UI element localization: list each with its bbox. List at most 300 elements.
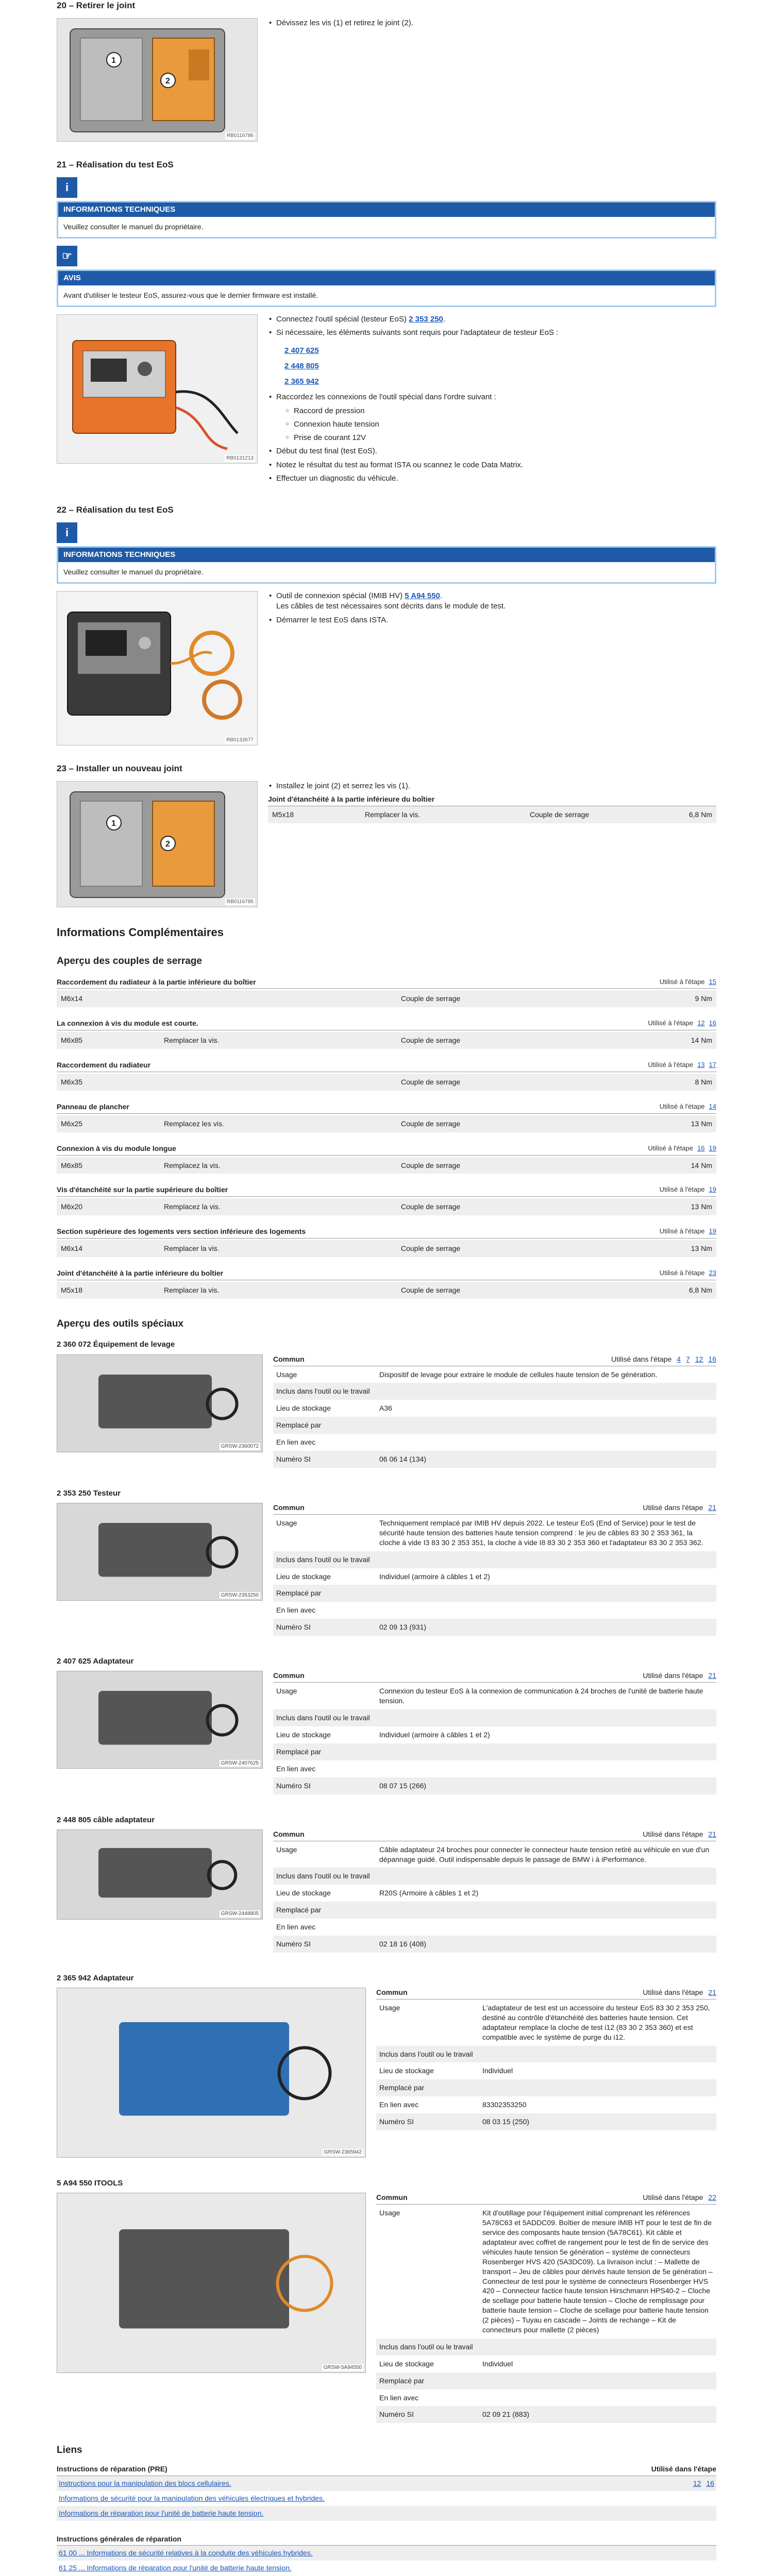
repair-link[interactable]: 61 25 ... Informations de réparation pour l'unité de batterie haute tension. [59, 2564, 292, 2572]
detail-value: Techniquement remplacé par IMIB HV depuis 2022. Le testeur EoS (End of Service) pour le test de sécurité haute tension des batteries haute tension comprend : le jeu de câbles 83 30 2 353 361, la cloche à vide I3 83 30 2 353 351, la cloche à vide I8 83 30 2 353 360 et l'adaptateur 83 30 2 353 362. [379, 1519, 703, 1547]
step-link[interactable]: 16 [706, 2479, 714, 2487]
table-row [273, 1434, 716, 1451]
torque-entry [57, 1185, 716, 1215]
detail-key: En lien avec [276, 1923, 316, 1931]
link-row [57, 2506, 716, 2521]
step-link[interactable]: 4 [677, 1354, 681, 1363]
detail-key: En lien avec [379, 2100, 419, 2109]
torque-overview [57, 977, 716, 1299]
figure-id: GRSW-2407625 [220, 1760, 260, 1767]
used-in-steps [688, 2479, 714, 2488]
torque-name: Panneau de plancher [57, 1102, 129, 1111]
detail-value: 02 09 21 (883) [482, 2410, 530, 2419]
tool-image [57, 1671, 263, 1769]
step-link[interactable]: 17 [709, 1061, 716, 1069]
step-22 [57, 504, 716, 745]
torque-label: Couple de serrage [397, 1198, 619, 1215]
special-tool [57, 1488, 716, 1636]
tool-image [57, 1503, 263, 1601]
tool-illustration [57, 1988, 366, 2158]
tool-details-header [273, 1671, 716, 1683]
screw-action: Remplacer la vis. [160, 1282, 397, 1299]
detail-key: Inclus dans l'outil ou le travail [379, 2049, 473, 2058]
connection-item: ○ Prise de courant 12V [276, 433, 558, 443]
table-row [376, 2205, 716, 2338]
tool-name: 2 448 805 câble adaptateur [57, 1815, 155, 1824]
column-header: Utilisé dans l'étape [651, 2464, 716, 2473]
screw-size: M5x18 [268, 806, 361, 823]
torque-label: Couple de serrage [397, 1115, 619, 1132]
tool-image [57, 2193, 366, 2373]
table-row [273, 1683, 716, 1709]
used-in-steps [643, 1829, 716, 1839]
torque-name: Raccordement du radiateur [57, 1061, 151, 1070]
step-link[interactable]: 7 [686, 1354, 690, 1363]
detail-key: Numéro SI [379, 2410, 414, 2419]
eos-tester-illustration [57, 315, 258, 464]
common-label: Commun [273, 1829, 305, 1838]
step-link[interactable]: 22 [708, 2193, 716, 2202]
table-row [273, 1417, 716, 1434]
step-link[interactable]: 12 [695, 1354, 703, 1363]
instruction-text: Si nécessaire, les éléments suivants sont requis pour l'adaptateur de testeur EoS : [276, 328, 559, 337]
link-row [57, 2476, 716, 2491]
used-in-steps [660, 1102, 716, 1112]
figure-id: GRSW-2365942 [323, 2149, 363, 2156]
detail-key: Lieu de stockage [276, 1889, 331, 1897]
special-tool [57, 2178, 716, 2423]
tool-details [273, 1829, 716, 1953]
tool-name: 5 A94 550 ITOOLS [57, 2179, 123, 2188]
used-in-steps [648, 1060, 716, 1070]
table-row [376, 2389, 716, 2406]
used-label: Utilisé à l'étape [648, 1144, 694, 1152]
used-label: Utilisé à l'étape [659, 1185, 705, 1194]
step-link[interactable]: 21 [708, 1503, 716, 1512]
tool-details-header [273, 1829, 716, 1841]
figure-id: RB0132677 [225, 737, 255, 744]
step-link[interactable]: 15 [709, 977, 716, 986]
special-tool [57, 1656, 716, 1794]
detail-value: 06 06 14 (134) [379, 1454, 427, 1463]
info-icon: i [57, 522, 77, 543]
detail-key: En lien avec [276, 1438, 316, 1447]
column-header: Instructions de réparation (PRE) [57, 2464, 167, 2473]
detail-value [379, 1905, 713, 1915]
detail-key: Lieu de stockage [379, 2066, 434, 2075]
common-label: Commun [273, 1671, 305, 1680]
torque-value: 13 Nm [619, 1115, 716, 1132]
detail-value [379, 1420, 713, 1430]
torque-name: Vis d'étanchéité sur la partie supérieure du boîtier [57, 1185, 228, 1194]
detail-rows [376, 1999, 716, 2130]
table-row [273, 1868, 716, 1885]
screw-action [160, 990, 397, 1007]
used-label: Utilisé dans l'étape [643, 1988, 703, 1997]
torque-table [57, 1157, 716, 1174]
used-in-steps [648, 1019, 716, 1028]
torque-entry [57, 1144, 716, 1174]
repair-link[interactable]: Informations de sécurité pour la manipulation des véhicules électriques et hybrides. [59, 2494, 325, 2502]
detail-value: 02 09 13 (931) [379, 1623, 427, 1632]
info-note [57, 201, 716, 239]
adapter-part-list [284, 346, 558, 387]
table-row [273, 1551, 716, 1568]
detail-key: Usage [379, 2209, 400, 2217]
used-label: Utilisé dans l'étape [643, 1671, 703, 1680]
torque-header [57, 1185, 716, 1197]
detail-value [379, 1713, 713, 1723]
step-link[interactable]: 23 [709, 1268, 716, 1277]
torque-table [57, 990, 716, 1007]
tool-illustration [57, 1671, 263, 1769]
tool-details [273, 1503, 716, 1636]
tool-illustration [57, 1830, 263, 1920]
instruction: • Installez le joint (2) et serrez les vis (1). [268, 781, 716, 791]
table-row [273, 1568, 716, 1585]
detail-value [379, 1871, 713, 1881]
detail-key: Remplacé par [276, 1906, 322, 1914]
table-row [376, 1999, 716, 2046]
tool-illustration [57, 2193, 366, 2373]
detail-value [482, 2393, 713, 2403]
instruction [268, 314, 558, 325]
tool-details-header [273, 1503, 716, 1515]
tool-details [376, 1988, 716, 2130]
step-link[interactable]: 21 [708, 1671, 716, 1680]
links-title: Liens [57, 2445, 82, 2456]
link-row [57, 2546, 716, 2561]
used-in-steps [660, 1227, 716, 1236]
tool-name: 2 407 625 Adaptateur [57, 1657, 134, 1666]
table-header [57, 2464, 716, 2476]
part-link-2448805[interactable]: 2 448 805 [284, 361, 319, 370]
torque-header [57, 1268, 716, 1280]
battery-housing-illustration [57, 19, 258, 142]
tool-details-header [376, 2193, 716, 2205]
table-row [273, 1936, 716, 1953]
instruction-list [268, 314, 558, 487]
column-header: Instructions générales de réparation [57, 2534, 181, 2543]
detail-key: Remplacé par [276, 1589, 322, 1598]
table-row [273, 1515, 716, 1551]
tool-row [57, 1671, 716, 1794]
used-label: Utilisé à l'étape [659, 1102, 705, 1110]
tool-row [57, 1829, 716, 1953]
detail-key: Lieu de stockage [379, 2359, 434, 2368]
torque-entry [57, 977, 716, 1008]
warning-note-head: AVIS [58, 271, 715, 285]
repair-link[interactable]: Informations de réparation pour l'unité de batterie haute tension. [59, 2509, 264, 2517]
table-row [57, 1282, 716, 1299]
table-row [273, 1585, 716, 1602]
table-row [268, 806, 716, 823]
instruction-list [268, 18, 413, 142]
info-note-head: INFORMATIONS TECHNIQUES [58, 202, 715, 217]
tool-link-5a94550[interactable]: 5 A94 550 [405, 591, 440, 601]
screw-size: M6x85 [57, 1032, 160, 1049]
link-row [57, 2561, 716, 2575]
instruction-text: Connectez l'outil spécial (testeur EoS) [276, 315, 409, 324]
table-row [273, 1743, 716, 1760]
detail-key: En lien avec [379, 2393, 419, 2402]
step-link[interactable]: 12 [693, 2479, 701, 2487]
screw-size: M5x18 [57, 1282, 160, 1299]
detail-value: Individuel (armoire à câbles 1 et 2) [379, 1730, 490, 1739]
detail-key: Numéro SI [276, 1623, 311, 1632]
screw-size: M6x14 [57, 1240, 160, 1257]
step-link[interactable]: 16 [697, 1144, 705, 1152]
screw-size: M6x35 [57, 1074, 160, 1091]
step-link[interactable]: 19 [709, 1227, 716, 1235]
table-header [57, 2534, 716, 2546]
table-row [57, 1198, 716, 1215]
battery-housing-illustration [57, 782, 258, 907]
step-link[interactable]: 14 [709, 1102, 716, 1110]
torque-name: Section supérieure des logements vers section inférieure des logements [57, 1227, 306, 1236]
used-in-steps [643, 1503, 716, 1513]
detail-key: Numéro SI [276, 1781, 311, 1790]
torque-entry [57, 1102, 716, 1132]
table-row [57, 1240, 716, 1257]
detail-value [379, 1764, 713, 1774]
torque-entry [57, 1060, 716, 1091]
detail-value: Câble adaptateur 24 broches pour connecter le connecteur haute tension retiré au véhicule en vue d'un dépannage guidé. Outil indispensable depuis le passage de BMW i à iPerformance. [379, 1845, 710, 1863]
used-label: Utilisé à l'étape [659, 1268, 705, 1277]
table-row [273, 1777, 716, 1794]
instruction-list [268, 591, 506, 745]
info-note-head: INFORMATIONS TECHNIQUES [58, 548, 715, 562]
tool-image [57, 1354, 263, 1452]
repair-link[interactable]: Instructions pour la manipulation des blocs cellulaires. [59, 2479, 231, 2487]
screw-size: M6x25 [57, 1115, 160, 1132]
figure-id: GRSW-2360072 [220, 1443, 260, 1450]
step-link[interactable]: 21 [708, 1829, 716, 1838]
torque-header [57, 977, 716, 989]
instruction-text: Outil de connexion spécial (IMIB HV) [276, 591, 405, 601]
table-row [376, 2096, 716, 2113]
detail-value [482, 2049, 713, 2059]
used-label: Utilisé dans l'étape [643, 1829, 703, 1838]
screw-action: Remplacer la vis. [160, 1240, 397, 1257]
torque-label: Couple de serrage [397, 1240, 619, 1257]
tool-details [273, 1354, 716, 1468]
table-row [376, 2355, 716, 2372]
detail-key: Remplacé par [276, 1747, 322, 1756]
detail-key: Remplacé par [379, 2376, 425, 2385]
link-row [57, 2491, 716, 2506]
detail-rows [273, 1515, 716, 1636]
instruction: • Effectuer un diagnostic du véhicule. [268, 473, 558, 484]
tool-details-header [273, 1354, 716, 1366]
used-label: Utilisé à l'étape [659, 1227, 705, 1235]
table-row [273, 1400, 716, 1417]
torque-value: 13 Nm [619, 1198, 716, 1215]
figure-id: RB0116785 [225, 899, 255, 906]
detail-value [379, 1922, 713, 1932]
tool-row [57, 1354, 716, 1468]
step-21 [57, 159, 716, 487]
part-link-2365942[interactable]: 2 365 942 [284, 377, 319, 386]
detail-value: L'adaptateur de test est un accessoire du testeur EoS 83 30 2 353 250, destiné au contrôle d'étanchéité des batteries haute tension. Cet adaptateur remplace la cloche de test i12 (83 30 2 353 360) et est compatible avec le système de purge du i12. [482, 2004, 710, 2041]
detail-key: En lien avec [276, 1764, 316, 1773]
torque-name: Connexion à vis du module longue [57, 1144, 176, 1153]
detail-key: Usage [379, 2004, 400, 2012]
table-row [273, 1451, 716, 1468]
instruction: • Démarrer le test EoS dans ISTA. [268, 615, 506, 625]
torque-table [268, 806, 716, 823]
table-row [273, 1902, 716, 1919]
figure-id: RB0116786 [225, 132, 255, 140]
step-link[interactable]: 21 [708, 1988, 716, 1997]
torque-table [57, 1282, 716, 1299]
detail-key: Inclus dans l'outil ou le travail [276, 1872, 370, 1880]
repair-link[interactable]: 61 00 ... Informations de sécurité relatives à la conduite des véhicules hybrides. [59, 2549, 313, 2557]
special-tool [57, 1340, 716, 1467]
common-label: Commun [273, 1354, 305, 1363]
svg-text:2: 2 [165, 840, 170, 849]
torque-table [57, 1115, 716, 1132]
used-label: Utilisé dans l'étape [611, 1354, 672, 1363]
torque-header [57, 1227, 716, 1239]
hand-pointer-icon: ☞ [57, 246, 77, 266]
torque-header [57, 1144, 716, 1156]
instruction-text: . [440, 591, 443, 601]
used-label: Utilisé à l'étape [659, 977, 705, 986]
tools-overview [57, 1340, 716, 2423]
instruction: • Notez le résultat du test au format ISTA ou scannez le code Data Matrix. [268, 460, 558, 470]
used-label: Utilisé dans l'étape [643, 2193, 703, 2202]
svg-text:2: 2 [165, 76, 170, 86]
screw-action: Remplacez la vis. [160, 1198, 397, 1215]
torque-header [57, 1060, 716, 1072]
step-title: 22 – Réalisation du test EoS [57, 505, 174, 515]
detail-value: Individuel [482, 2359, 513, 2368]
step-link[interactable]: 19 [709, 1144, 716, 1152]
table-row [273, 1919, 716, 1936]
instruction [268, 328, 558, 387]
detail-value: Connexion du testeur EoS à la connexion de communication à 24 broches de l'unité de batterie haute tension. [379, 1687, 703, 1705]
part-link-2407625[interactable]: 2 407 625 [284, 346, 319, 355]
detail-key: Lieu de stockage [276, 1404, 331, 1413]
torque-label: Couple de serrage [397, 1032, 619, 1049]
common-label: Commun [376, 1988, 408, 1997]
table-row [57, 1115, 716, 1132]
table-row [273, 1709, 716, 1726]
used-label: Utilisé à l'étape [648, 1019, 694, 1027]
tool-details-header [376, 1988, 716, 1999]
links-section [57, 2444, 716, 2575]
screw-size: M6x14 [57, 990, 160, 1007]
step-link[interactable]: 12 [697, 1019, 705, 1027]
instruction-text: Les câbles de test nécessaires sont décrits dans le module de test. [276, 602, 506, 611]
detail-value: 08 03 15 (250) [482, 2117, 530, 2126]
torque-value: 14 Nm [619, 1032, 716, 1049]
used-in-steps [643, 1671, 716, 1681]
instruction-text: Raccordez les connexions de l'outil spécial dans l'ordre suivant : [276, 393, 496, 402]
step-link[interactable]: 16 [709, 1019, 716, 1027]
torque-value: 6,8 Nm [656, 806, 716, 823]
table-row [273, 1726, 716, 1743]
instruction-list [268, 781, 716, 791]
tools-overview-title: Aperçu des outils spéciaux [57, 1318, 184, 1329]
detail-rows [376, 2205, 716, 2423]
instruction [268, 591, 506, 612]
step-23 [57, 763, 716, 907]
used-in-steps [648, 1144, 716, 1154]
figure-id: GRSW-2353250 [220, 1592, 260, 1599]
svg-text:1: 1 [111, 819, 116, 828]
instruction-text: . [443, 315, 446, 324]
torque-header [57, 1102, 716, 1114]
tool-row [57, 1988, 716, 2158]
detail-key: Numéro SI [276, 1940, 311, 1948]
torque-value: 8 Nm [629, 1074, 716, 1091]
tool-details [376, 2193, 716, 2423]
table-row [376, 2062, 716, 2079]
instruction: • Dévissez les vis (1) et retirez le joint (2). [268, 18, 413, 28]
detail-key: Remplacé par [379, 2083, 425, 2092]
torque-table [57, 1032, 716, 1049]
detail-value [379, 1437, 713, 1447]
tool-link-2353250[interactable]: 2 353 250 [409, 315, 443, 324]
tool-image [57, 1829, 263, 1920]
used-in-steps [611, 1354, 716, 1364]
screw-action: Remplacez la vis. [160, 1157, 397, 1174]
warning-note [57, 269, 716, 307]
detail-value: Individuel [482, 2066, 513, 2075]
detail-value: A36 [379, 1404, 392, 1413]
table-row [376, 2406, 716, 2423]
step-title: 23 – Installer un nouveau joint [57, 764, 182, 774]
step-link[interactable]: 16 [708, 1354, 716, 1363]
special-tool [57, 1815, 716, 1953]
step-link[interactable]: 13 [697, 1061, 705, 1069]
table-row [273, 1366, 716, 1383]
info-note-body: Veuillez consulter le manuel du propriétaire. [63, 223, 204, 231]
tool-name: 2 365 942 Adaptateur [57, 1973, 134, 1982]
used-in-steps [643, 1988, 716, 1997]
joint-removal-figure [57, 18, 258, 142]
used-in-steps [660, 1185, 716, 1195]
detail-key: Lieu de stockage [276, 1730, 331, 1739]
table-row [376, 2046, 716, 2063]
table-row [273, 1841, 716, 1868]
eos-tester-figure [57, 314, 258, 464]
screw-action: Remplacez les vis. [160, 1115, 397, 1132]
tool-illustration [57, 1355, 263, 1452]
link-rows [57, 2546, 716, 2575]
table-row [273, 1885, 716, 1902]
table-row [273, 1619, 716, 1636]
figure-id: GRSW-5A94550 [322, 2364, 363, 2371]
imib-case-illustration [57, 591, 258, 745]
torque-value: 9 Nm [629, 990, 716, 1007]
table-row [376, 2372, 716, 2389]
detail-key: Inclus dans l'outil ou le travail [276, 1387, 370, 1396]
detail-rows [273, 1841, 716, 1953]
detail-value [379, 1555, 713, 1565]
torque-table-title: Joint d'étanchéité à la partie inférieure du boîtier [268, 794, 716, 806]
connection-item: ○ Raccord de pression [276, 406, 558, 416]
detail-key: Lieu de stockage [276, 1572, 331, 1581]
step-link[interactable]: 19 [709, 1185, 716, 1194]
table-row [376, 2079, 716, 2096]
used-label: Utilisé à l'étape [648, 1061, 694, 1069]
instruction: • Début du test final (test EoS). [268, 446, 558, 456]
connection-order-list [276, 406, 558, 444]
detail-rows [273, 1366, 716, 1468]
